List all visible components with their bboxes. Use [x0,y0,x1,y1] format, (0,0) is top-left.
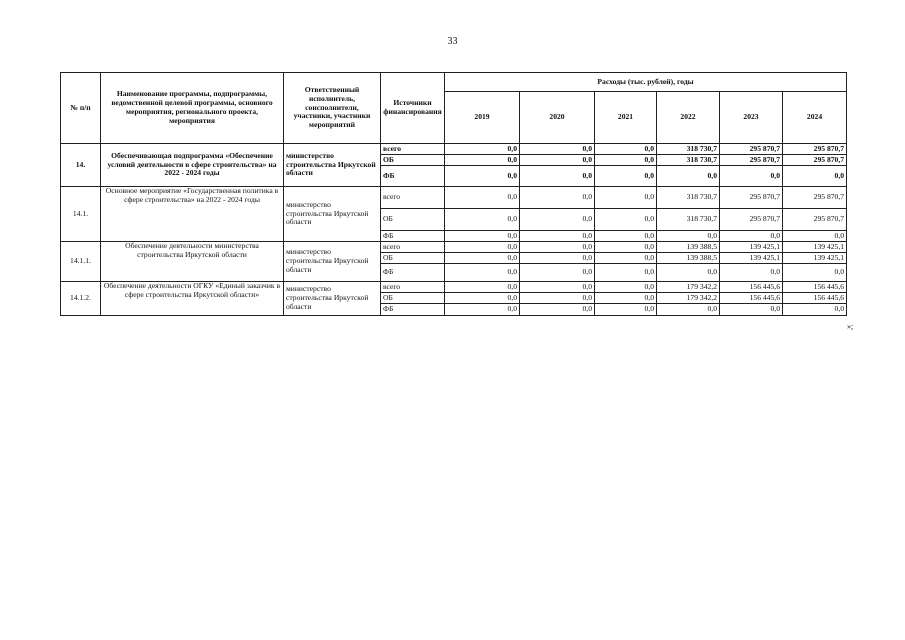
value-cell: 295 870,7 [720,187,783,209]
value-cell: 318 730,7 [657,155,720,166]
value-cell: 139 425,1 [720,242,783,253]
value-cell: 156 445,6 [783,282,847,293]
budget-table [60,72,847,316]
value-cell: 139 425,1 [720,253,783,264]
value-cell: 139 388,5 [657,242,720,253]
value-cell: 0,0 [445,293,520,304]
table-row [61,242,847,253]
value-cell: 0,0 [520,187,595,209]
value-cell: 0,0 [520,242,595,253]
value-cell: 0,0 [445,304,520,316]
row-num: 14.1.2. [61,282,101,316]
value-cell: 0,0 [595,293,657,304]
row-num: 14. [61,144,101,187]
value-cell: 0,0 [520,282,595,293]
source-cell: ОБ [381,155,445,166]
value-cell: 0,0 [520,264,595,282]
row-num: 14.1. [61,187,101,242]
value-cell: 179 342,2 [657,293,720,304]
row-executor: министерство строительства Иркутской области [284,242,381,282]
value-cell: 0,0 [520,155,595,166]
value-cell: 295 870,7 [783,187,847,209]
source-cell: всего [381,144,445,155]
value-cell: 0,0 [520,293,595,304]
value-cell: 139 425,1 [783,242,847,253]
value-cell: 0,0 [595,282,657,293]
table-row [61,187,847,209]
header-expenses: Расходы (тыс. рублей), годы [445,73,847,92]
value-cell: 0,0 [445,166,520,187]
value-cell: 0,0 [595,231,657,242]
value-cell: 0,0 [657,231,720,242]
header-sources: Источники финансирования [381,73,445,144]
row-num: 14.1.1. [61,242,101,282]
row-name: Обеспечение деятельности ОГКУ «Единый заказчик в сфере строительства Иркутской области» [101,282,284,316]
table-row [61,282,847,293]
value-cell: 0,0 [520,304,595,316]
value-cell: 0,0 [520,144,595,155]
value-cell: 0,0 [520,209,595,231]
value-cell: 295 870,7 [720,209,783,231]
value-cell: 0,0 [595,187,657,209]
header-year: 2022 [657,92,720,144]
value-cell: 0,0 [520,253,595,264]
table-row [61,144,847,155]
value-cell: 0,0 [783,231,847,242]
value-cell: 0,0 [595,264,657,282]
source-cell: ОБ [381,293,445,304]
value-cell: 295 870,7 [783,155,847,166]
value-cell: 295 870,7 [720,144,783,155]
source-cell: ФБ [381,231,445,242]
row-name: Обеспечение деятельности министерства строительства Иркутской области [101,242,284,282]
value-cell: 0,0 [783,304,847,316]
value-cell: 295 870,7 [783,144,847,155]
value-cell: 0,0 [445,144,520,155]
header-year: 2021 [595,92,657,144]
value-cell: 0,0 [595,253,657,264]
value-cell: 179 342,2 [657,282,720,293]
value-cell: 0,0 [657,304,720,316]
source-cell: всего [381,282,445,293]
value-cell: 0,0 [720,264,783,282]
value-cell: 0,0 [783,166,847,187]
value-cell: 0,0 [720,231,783,242]
source-cell: ФБ [381,264,445,282]
source-cell: ОБ [381,253,445,264]
header-year: 2020 [520,92,595,144]
value-cell: 0,0 [445,209,520,231]
row-executor: министерство строительства Иркутской области [284,144,381,187]
header-name: Наименование программы, подпрограммы, ведомственной целевой программы, основного мероприятия, регионального проекта, мероприятия [101,73,284,144]
header-executor: Ответственный исполнитель, соисполнители, участники, участники мероприятий [284,73,381,144]
row-name: Обеспечивающая подпрограмма «Обеспечение условий деятельности в сфере строительства» на 2022 - 2024 годы [101,144,284,187]
value-cell: 318 730,7 [657,209,720,231]
header-num: № п/п [61,73,101,144]
row-executor: министерство строительства Иркутской области [284,187,381,242]
source-cell: ФБ [381,304,445,316]
value-cell: 0,0 [783,264,847,282]
value-cell: 295 870,7 [720,155,783,166]
value-cell: 156 445,6 [783,293,847,304]
value-cell: 0,0 [445,264,520,282]
value-cell: 0,0 [445,253,520,264]
value-cell: 0,0 [657,264,720,282]
value-cell: 0,0 [445,155,520,166]
value-cell: 318 730,7 [657,187,720,209]
value-cell: 0,0 [595,209,657,231]
value-cell: 0,0 [595,166,657,187]
row-executor: министерство строительства Иркутской области [284,282,381,316]
value-cell: 0,0 [595,304,657,316]
value-cell: 0,0 [595,155,657,166]
value-cell: 318 730,7 [657,144,720,155]
value-cell: 0,0 [445,231,520,242]
value-cell: 0,0 [445,282,520,293]
value-cell: 0,0 [657,166,720,187]
value-cell: 139 388,5 [657,253,720,264]
page-number: 33 [447,36,458,47]
value-cell: 156 445,6 [720,293,783,304]
value-cell: 0,0 [520,231,595,242]
row-name: Основное мероприятие «Государственная политика в сфере строительства» на 2022 - 2024 годы [101,187,284,242]
value-cell: 156 445,6 [720,282,783,293]
header-year: 2023 [720,92,783,144]
source-cell: всего [381,242,445,253]
value-cell: 0,0 [595,242,657,253]
value-cell: 139 425,1 [783,253,847,264]
value-cell: 0,0 [445,187,520,209]
value-cell: 0,0 [520,166,595,187]
value-cell: 0,0 [445,242,520,253]
source-cell: ФБ [381,166,445,187]
header-year: 2019 [445,92,520,144]
value-cell: 0,0 [720,304,783,316]
closing-quote-mark: »; [847,322,854,331]
value-cell: 0,0 [720,166,783,187]
value-cell: 295 870,7 [783,209,847,231]
value-cell: 0,0 [595,144,657,155]
source-cell: ОБ [381,209,445,231]
header-year: 2024 [783,92,847,144]
source-cell: всего [381,187,445,209]
